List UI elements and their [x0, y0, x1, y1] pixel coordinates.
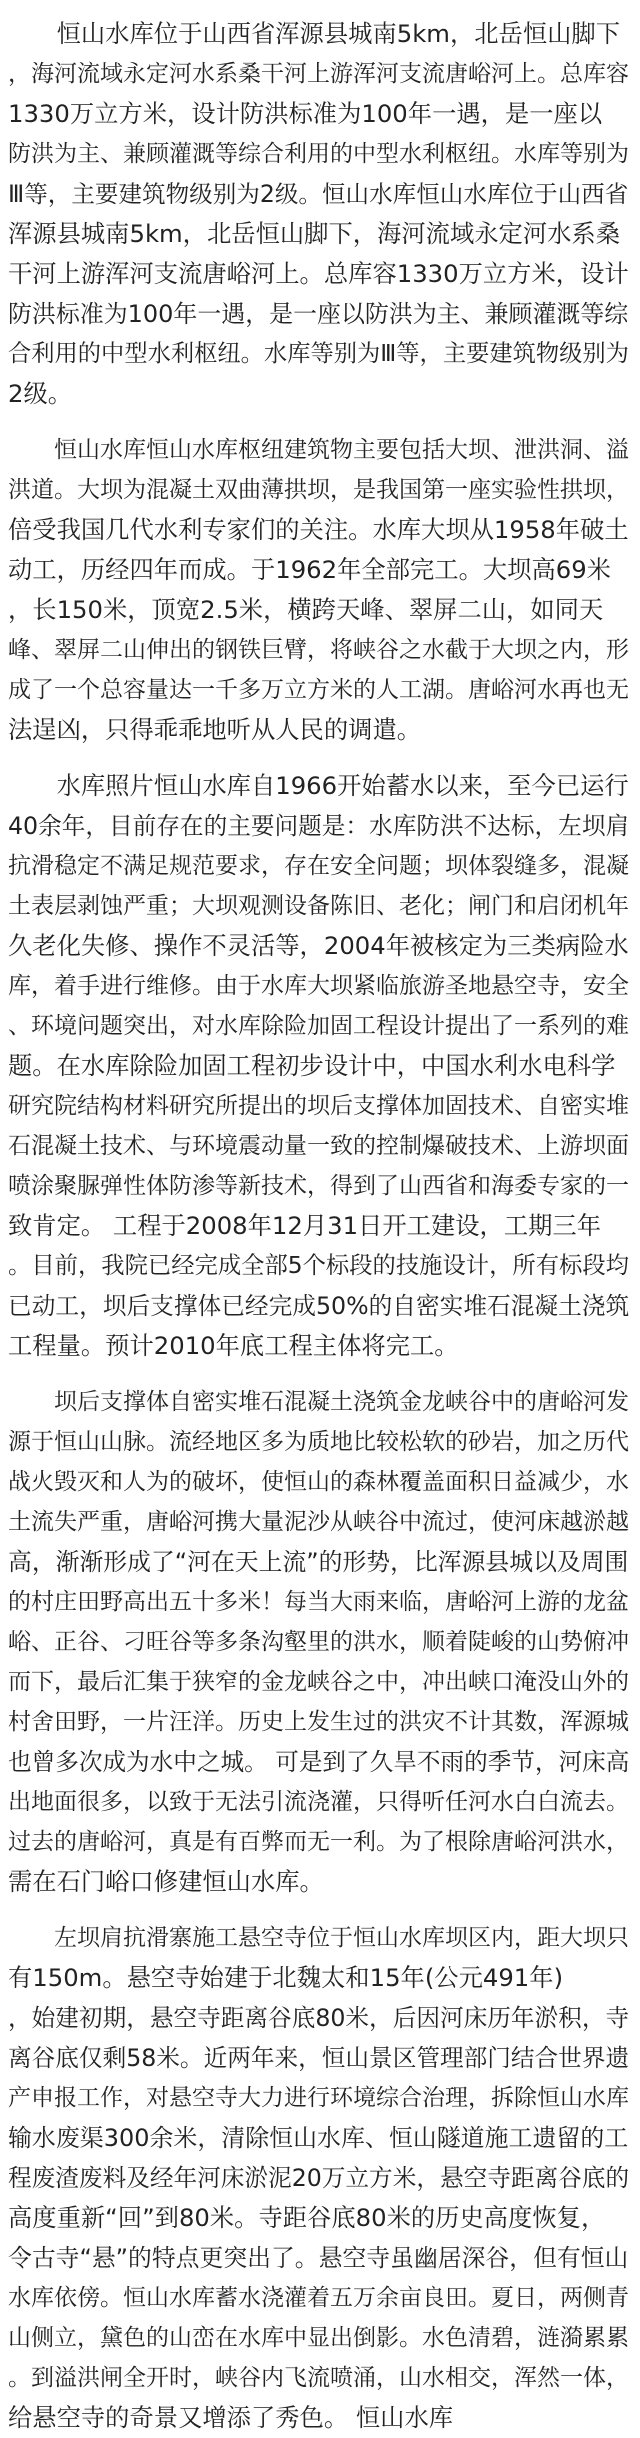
paragraph-line: 成了一个总容量达一千多万立方米的人工湖。唐峪河水再也无	[8, 677, 629, 703]
paragraph-line: 库，着手进行维修。由于水库大坝紧临旅游圣地悬空寺，安全	[8, 973, 629, 999]
paragraph-line: 源于恒山山脉。流经地区多为质地比较松软的砂岩，加之历代	[8, 1429, 629, 1455]
paragraph-line: 输水废渠300余米，清除恒山水库、恒山隧道施工遗留的工	[8, 2124, 629, 2152]
paragraph-line: 研究院结构材料研究所提出的坝后支撑体加固技术、自密实堆	[8, 1093, 629, 1119]
paragraph-line: 村舍田野，一片汪洋。历史上发生过的洪灾不计其数，浑源城	[8, 1709, 629, 1735]
paragraph-line: 抗滑稳定不满足规范要求，存在安全问题；坝体裂缝多，混凝	[8, 853, 629, 879]
paragraph-line: 需在石门峪口修建恒山水库。	[8, 1867, 324, 1896]
paragraph-line: 恒山水库位于山西省浑源县城南5km，北岳恒山脚下	[56, 19, 621, 48]
paragraph-line: 浑源县城南5km，北岳恒山脚下，海河流域永定河水系桑	[8, 219, 621, 248]
paragraph-line: ，始建初期，悬空寺距离谷底80米，后因河床历年淤积，寺	[8, 2004, 630, 2032]
paragraph-line: 而下，最后汇集于狭窄的金龙峡谷之中，冲出峡口淹没山外的	[8, 1669, 629, 1695]
paragraph-line: 产申报工作，对悬空寺大力进行环境综合治理，拆除恒山水库	[8, 2085, 629, 2111]
article-paragraph	[8, 430, 632, 750]
paragraph-line: 1330万立方米，设计防洪标准为100年一遇，是一座以	[8, 99, 603, 128]
paragraph-line: 防洪为主、兼顾灌溉等综合利用的中型水利枢纽。水库等别为	[8, 141, 629, 167]
paragraph-line: ，长150米，顶宽2.5米，横跨天峰、翠屏二山，如同天	[8, 595, 604, 624]
paragraph-line: 峰、翠屏二山伸出的钢铁巨臂，将峡谷之水截于大坝之内，形	[8, 637, 629, 663]
paragraph-line: 过去的唐峪河，真是有百弊而无一利。为了根除唐峪河洪水，	[8, 1829, 629, 1855]
article-paragraph	[8, 14, 632, 414]
paragraph-line: 。目前，我院已经完成全部5个标段的技施设计，所有标段均	[8, 1252, 629, 1279]
paragraph-line: 致肯定。 工程于2008年12月31日开工建设，工期三年	[8, 1211, 602, 1240]
paragraph-line: 久老化失修、操作不灵活等，2004年被核定为三类病险水	[8, 931, 629, 960]
paragraph-line: 、环境问题突出，对水库除险加固工程设计提出了一系列的难	[8, 1013, 629, 1039]
paragraph-line: ，海河流域永定河水系桑干河上游浑河支流唐峪河上。总库容	[8, 61, 629, 87]
paragraph-line: 石混凝土技术、与环境震动量一致的控制爆破技术、上游坝面	[8, 1133, 629, 1159]
paragraph-line: 有150m。悬空寺始建于北魏太和15年(公元491年)	[8, 1963, 564, 1992]
paragraph-line: 合利用的中型水利枢纽。水库等别为Ⅲ等，主要建筑物级别为	[8, 340, 629, 367]
paragraph-line: 已动工，坝后支撑体已经完成50%的自密实堆石混凝土浇筑	[8, 1292, 630, 1320]
article-paragraph	[8, 1918, 632, 2438]
paragraph-line: 水库依傍。恒山水库蓄水浇灌着五万余亩良田。夏日，两侧青	[8, 2285, 629, 2311]
paragraph-line: 喷涂聚脲弹性体防渗等新技术，得到了山西省和海委专家的一	[8, 1173, 629, 1199]
paragraph-line: 动工，历经四年而成。于1962年全部完工。大坝高69米	[8, 555, 611, 584]
paragraph-line: 令古寺“悬”的特点更突出了。悬空寺虽幽居深谷，但有恒山	[8, 2244, 629, 2272]
article-paragraph	[8, 766, 632, 1366]
paragraph-line: 出地面很多，以致于无法引流浇灌，只得听任河水白白流去。	[8, 1789, 629, 1815]
paragraph-line: 离谷底仅剩58米。近两年来，恒山景区管理部门结合世界遗	[8, 2044, 630, 2072]
paragraph-line: 山侧立，黛色的山峦在水库中显出倒影。水色清碧，涟漪累累	[8, 2325, 629, 2351]
paragraph-line: 水库照片恒山水库自1966开始蓄水以来，至今已运行	[56, 771, 629, 800]
paragraph-line: 土流失严重，唐峪河携大量泥沙从峡谷中流过，使河床越淤越	[8, 1509, 629, 1535]
paragraph-line: 程废渣废料及经年河床淤泥20万立方米，悬空寺距离谷底的	[8, 2164, 630, 2192]
paragraph-line: 坝后支撑体自密实堆石混凝土浇筑金龙峡谷中的唐峪河发	[54, 1389, 629, 1415]
article-paragraph	[8, 1382, 632, 1902]
paragraph-line: 防洪标准为100年一遇，是一座以防洪为主、兼顾灌溉等综	[8, 300, 629, 328]
paragraph-line: 工程量。预计2010年底工程主体将完工。	[8, 1331, 459, 1360]
paragraph-line: 也曾多次成为水中之城。 可是到了久旱不雨的季节，河床高	[8, 1748, 630, 1776]
paragraph-line: 土表层剥蚀严重；大坝观测设备陈旧、老化；闸门和启闭机年	[8, 893, 629, 919]
paragraph-line: 。到溢洪闸全开时，峡谷内飞流喷涌，山水相交，浑然一体，	[8, 2365, 629, 2391]
paragraph-line: Ⅲ等，主要建筑物级别为2级。恒山水库恒山水库位于山西省	[8, 180, 629, 208]
paragraph-line: 左坝肩抗滑寨施工悬空寺位于恒山水库坝区内，距大坝只	[54, 1925, 629, 1951]
paragraph-line: 倍受我国几代水利专家们的关注。水库大坝从1958年破土	[8, 515, 629, 544]
paragraph-line: 40余年，目前存在的主要问题是：水库防洪不达标，左坝肩	[8, 812, 630, 840]
paragraph-line: 恒山水库恒山水库枢纽建筑物主要包括大坝、泄洪洞、溢	[54, 437, 629, 463]
paragraph-line: 法逞凶，只得乖乖地听从人民的调遣。	[8, 715, 422, 744]
paragraph-line: 的村庄田野高出五十多米！每当大雨来临，唐峪河上游的龙盆	[8, 1589, 629, 1615]
paragraph-line: 峪、正谷、刁旺谷等多条沟壑里的洪水，顺着陡峻的山势俯冲	[8, 1629, 629, 1655]
paragraph-line: 战火毁灭和人为的破坏，使恒山的森林覆盖面积日益减少，水	[8, 1469, 629, 1495]
paragraph-line: 高度重新“回”到80米。寺距谷底80米的历史高度恢复，	[8, 2203, 606, 2232]
paragraph-line: 干河上游浑河支流唐峪河上。总库容1330万立方米，设计	[8, 259, 629, 288]
paragraph-line: 2级。	[8, 379, 73, 408]
paragraph-line: 高，渐渐形成了“河在天上流”的形势，比浑源县城以及周围	[8, 1548, 629, 1576]
paragraph-line: 洪道。大坝为混凝土双曲薄拱坝，是我国第一座实验性拱坝，	[8, 477, 629, 503]
paragraph-line: 给悬空寺的奇景又增添了秀色。 恒山水库	[8, 2403, 454, 2432]
paragraph-line: 题。在水库除险加固工程初步设计中，中国水利水电科学	[8, 1051, 616, 1080]
